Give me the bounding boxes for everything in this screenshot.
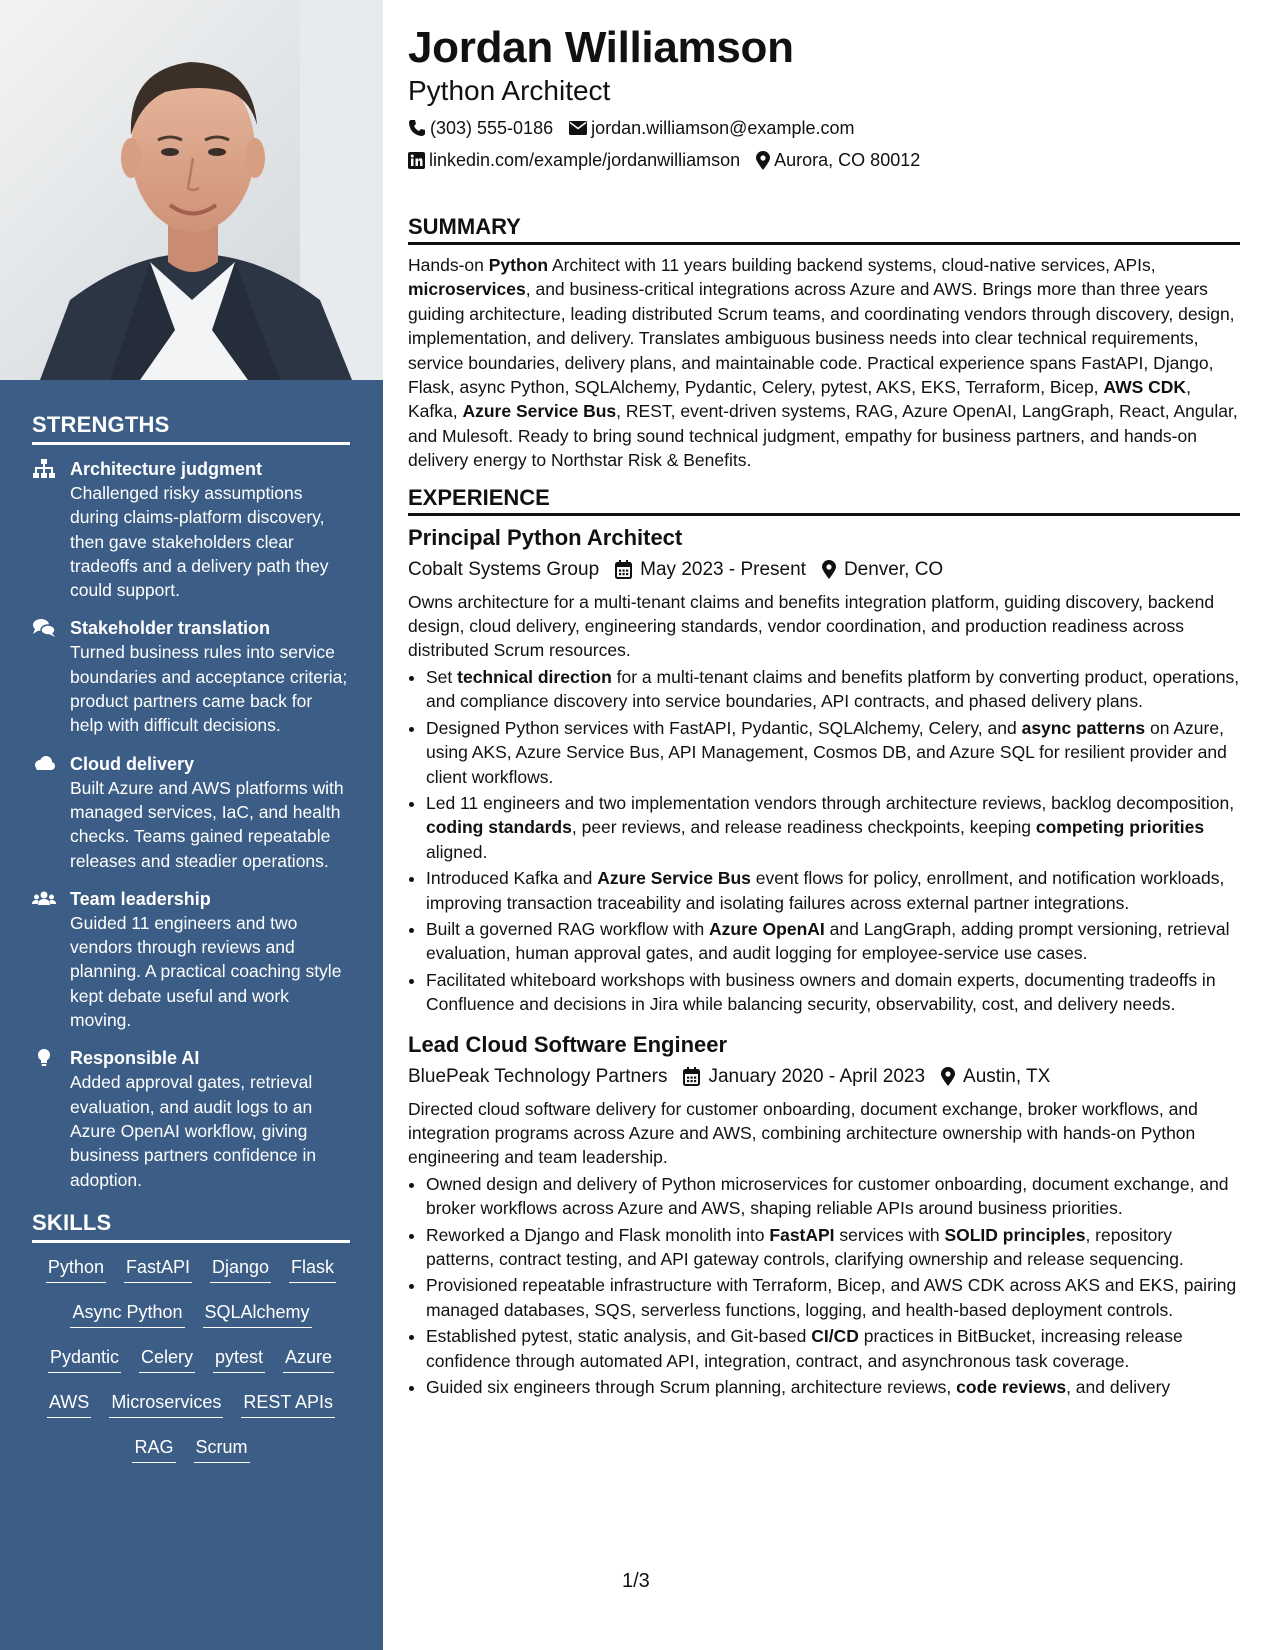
- sidebar: [0, 0, 383, 1650]
- text-run: Established pytest, static analysis, and Git-based: [426, 1326, 812, 1347]
- job-title: Lead Cloud Software Engineer: [408, 1031, 728, 1057]
- skill-tag: Django: [210, 1255, 271, 1283]
- skill-row: [32, 1255, 350, 1300]
- skill-tag: pytest: [213, 1345, 265, 1373]
- page-number: 1/3: [622, 1570, 650, 1592]
- skills-heading: SKILLS: [32, 1210, 350, 1243]
- strength-description: Added approval gates, retrieval evaluation, and audit logs to an Azure OpenAI workflow, giving business partners confidence in adoption.: [70, 1072, 317, 1190]
- phone-text: (303) 555-0186: [430, 118, 554, 138]
- text-run: Owned design and delivery of Python microservices for customer onboarding, document exchange, and broker workflows across Azure and AWS, shaping reliable APIs around business priorities.: [426, 1173, 1229, 1219]
- bold-keyword: FastAPI: [769, 1224, 835, 1245]
- strength-title: Architecture judgment: [70, 459, 263, 479]
- skill-tag: Async Python: [70, 1300, 184, 1328]
- envelope-icon: [569, 121, 587, 135]
- job-location-text: Austin, TX: [963, 1065, 1051, 1087]
- strength-item: [32, 887, 350, 1032]
- strength-title: Cloud delivery: [70, 753, 195, 774]
- text-run: Guided six engineers through Scrum planning, architecture reviews,: [426, 1377, 957, 1398]
- skill-tag: Azure: [283, 1345, 334, 1373]
- bold-keyword: CI/CD: [811, 1326, 859, 1347]
- text-run: , and business-critical integrations across Azure and AWS. Brings more than three years guiding architecture, leading distributed Scrum teams, and coordinating vendors through discovery, design, implementation, and delivery. Translates ambiguous business needs into clear technical requirements, service boundaries, delivery plans, and maintainable code. Practical experience spans FastAPI, Django, Flask, async Python, SQLAlchemy, Pydantic, Celery, pytest, AKS, EKS, Terraform, Bicep,: [408, 279, 1235, 398]
- job-bullet: [426, 1223, 1240, 1272]
- text-run: Provisioned repeatable infrastructure with Terraform, Bicep, and AWS CDK across AKS and EKS, pairing managed databases, SQS, serverless functions, logging, and health-based deployment controls.: [426, 1275, 1237, 1320]
- chat-bubbles-icon: [32, 618, 56, 638]
- bold-keyword: AWS CDK: [1103, 377, 1187, 398]
- job-location-text: Denver, CO: [843, 558, 944, 580]
- bold-keyword: technical direction: [457, 666, 612, 687]
- bold-keyword: Azure Service Bus: [597, 868, 751, 889]
- skill-tag: Scrum: [194, 1435, 250, 1463]
- phone-icon: [408, 119, 426, 137]
- map-pin-icon: [756, 151, 770, 170]
- job-bullet: [426, 1324, 1240, 1373]
- text-run: Reworked a Django and Flask monolith into: [426, 1224, 770, 1245]
- job-entry: [408, 1031, 1240, 1400]
- skill-tag: RAG: [132, 1435, 175, 1463]
- cloud-icon: [32, 754, 56, 774]
- text-run: , Kafka,: [408, 377, 1191, 422]
- map-pin-icon: [822, 560, 836, 579]
- text-run: Designed Python services with FastAPI, Pydantic, SQLAlchemy, Celery, and: [426, 717, 1022, 738]
- skill-tag: Python: [46, 1255, 106, 1283]
- bold-keyword: Azure Service Bus: [462, 401, 617, 422]
- job-bullet: [426, 665, 1240, 714]
- profile-photo: [0, 0, 383, 380]
- text-run: , REST, event-driven systems, RAG, Azure OpenAI, LangGraph, React, Angular, and Mulesoft. Ready to bring sound technical judgment, empathy for business partners, and hands-on delivery energy to Northstar Risk & Benefits.: [408, 401, 1238, 471]
- text-run: Facilitated whiteboard workshops with business owners and domain experts, documenting tradeoffs in Confluence and decisions in Jira while balancing security, observability, cost, and delivery needs.: [426, 969, 1216, 1015]
- skill-row: [32, 1345, 350, 1390]
- job-bullet: [426, 1273, 1240, 1322]
- text-run: event flows for policy, enrollment, and notification workloads, improving transaction traceability and isolating failures across external partner integrations.: [426, 868, 1225, 913]
- text-run: Architect with 11 years building backend systems, cloud-native services, APIs,: [548, 255, 1156, 275]
- email-text: jordan.williamson@example.com: [591, 118, 855, 138]
- skills-section: [32, 1210, 350, 1480]
- strength-item: [32, 457, 350, 602]
- text-run: Hands-on: [408, 255, 489, 275]
- bold-keyword: Azure OpenAI: [709, 918, 825, 939]
- candidate-name: Jordan Williamson: [408, 23, 794, 72]
- text-run: Built a governed RAG workflow with: [426, 918, 710, 939]
- bold-keyword: competing priorities: [1035, 817, 1205, 838]
- job-bullet: [426, 1172, 1240, 1221]
- skill-tag: FastAPI: [124, 1255, 192, 1283]
- strength-item: [32, 616, 350, 737]
- strengths-heading: STRENGTHS: [32, 412, 350, 445]
- job-dates: [683, 1063, 925, 1091]
- bold-keyword: SOLID principles: [944, 1224, 1086, 1245]
- job-bullets: [408, 665, 1240, 1017]
- strength-description: Guided 11 engineers and two vendors through reviews and planning. A practical coaching style kept debate useful and work moving.: [70, 912, 342, 1031]
- team-icon: [32, 889, 56, 909]
- skill-tag: REST APIs: [241, 1390, 335, 1418]
- skill-tag: Microservices: [109, 1390, 223, 1418]
- text-run: and LangGraph, adding prompt versioning, retrieval evaluation, human approval gates, and audit logging for employee-service use cases.: [426, 918, 1230, 964]
- job-bullet: [426, 716, 1240, 789]
- bold-keyword: coding standards: [426, 817, 572, 838]
- text-run: for a multi-tenant claims and benefits platform by converting product, operations, and compliance discovery into service boundaries, API contracts, and phased delivery plans.: [426, 666, 1240, 712]
- candidate-role: Python Architect: [408, 75, 611, 106]
- bold-keyword: code reviews: [956, 1377, 1067, 1398]
- company-name: Cobalt Systems Group: [408, 558, 600, 580]
- text-run: Led 11 engineers and two implementation vendors through architecture reviews, backlog decomposition,: [426, 792, 1235, 813]
- text-run: services with: [834, 1224, 945, 1245]
- text-run: , and delivery: [1066, 1377, 1171, 1398]
- job-meta: [408, 556, 1240, 584]
- job-meta: [408, 1063, 1240, 1091]
- job-title: Principal Python Architect: [408, 524, 683, 550]
- profile-photo-illustration: [0, 0, 383, 380]
- location-contact: [756, 144, 920, 176]
- skill-row: [32, 1300, 350, 1345]
- company-name: BluePeak Technology Partners: [408, 1065, 668, 1087]
- job-dates-text: January 2020 - April 2023: [708, 1065, 926, 1087]
- text-run: , peer reviews, and release readiness checkpoints, keeping: [571, 817, 1036, 838]
- bold-keyword: async patterns: [1021, 717, 1146, 738]
- job-description: Owns architecture for a multi-tenant claims and benefits integration platform, guiding discovery, backend design, cloud delivery, engineering standards, vendor coordination, and production readiness across distributed Scrum resources.: [408, 591, 1215, 661]
- skill-tag: Celery: [139, 1345, 195, 1373]
- strength-item: [32, 752, 350, 873]
- job-description: Directed cloud software delivery for customer onboarding, document exchange, broker workflows, and integration programs across Azure and AWS, combining architecture ownership with hands-on Python engineering and team leadership.: [408, 1098, 1198, 1168]
- strength-description: Built Azure and AWS platforms with managed services, IaC, and health checks. Teams gained repeatable releases and steadier operations.: [70, 777, 344, 871]
- contact-line: [408, 112, 1240, 144]
- strength-title: Team leadership: [70, 888, 211, 909]
- strength-description: Challenged risky assumptions during claims-platform discovery, then gave stakeholders clear tradeoffs and a delivery path they could support.: [70, 483, 329, 601]
- job-bullet: [426, 791, 1240, 864]
- contact-line: [408, 144, 1240, 176]
- skill-tag: AWS: [47, 1390, 91, 1418]
- job-location: [941, 1063, 1050, 1091]
- main-content: [408, 22, 1240, 1401]
- email-contact: [569, 112, 854, 144]
- map-pin-icon: [941, 1067, 955, 1086]
- text-run: Introduced Kafka and: [426, 868, 598, 889]
- skill-tag: Pydantic: [48, 1345, 121, 1373]
- strength-description: Turned business rules into service boundaries and acceptance criteria; product partners came back for help with difficult decisions.: [70, 642, 348, 736]
- job-bullet: [426, 866, 1240, 915]
- skill-tag: SQLAlchemy: [203, 1300, 312, 1328]
- strength-item: [32, 1046, 350, 1191]
- job-bullet: [426, 968, 1240, 1017]
- linkedin-text: linkedin.com/example/jordanwilliamson: [429, 150, 741, 170]
- strength-title: Responsible AI: [70, 1048, 200, 1069]
- linkedin-icon: [408, 152, 425, 169]
- text-run: aligned.: [426, 841, 488, 862]
- text-run: Set: [426, 666, 458, 687]
- skill-row: [32, 1390, 350, 1435]
- summary-text: [408, 253, 1240, 473]
- job-bullet: [426, 1375, 1240, 1399]
- experience-heading: EXPERIENCE: [408, 485, 1240, 516]
- job-location: [822, 556, 943, 584]
- org-chart-icon: [32, 459, 56, 479]
- text-run: practices in BitBucket, increasing release confidence through automated API, integration, contract, and asynchronous task coverage.: [426, 1326, 1183, 1371]
- calendar-icon: [683, 1067, 700, 1086]
- location-text: Aurora, CO 80012: [774, 150, 921, 170]
- phone-contact: [408, 112, 553, 144]
- job-bullet: [426, 917, 1240, 966]
- job-bullets: [408, 1172, 1240, 1400]
- summary-heading: SUMMARY: [408, 214, 1240, 245]
- skill-row: [32, 1435, 350, 1480]
- linkedin-contact: [408, 144, 740, 176]
- calendar-icon: [615, 560, 632, 579]
- lightbulb-icon: [32, 1048, 56, 1068]
- text-run: , repository patterns, contract testing, and API gateway controls, clarifying ownership and release sequencing.: [426, 1224, 1184, 1269]
- bold-keyword: Python: [488, 255, 549, 275]
- job-entry: [408, 524, 1240, 1017]
- bold-keyword: microservices: [408, 279, 526, 300]
- text-run: on Azure, using AKS, Azure Service Bus, API Management, Cosmos DB, and Azure SQL for resilient provider and client workflows.: [426, 717, 1227, 787]
- skill-tag: Flask: [289, 1255, 336, 1283]
- strength-title: Stakeholder translation: [70, 618, 271, 639]
- job-dates: [615, 556, 806, 584]
- job-dates-text: May 2023 - Present: [640, 558, 806, 580]
